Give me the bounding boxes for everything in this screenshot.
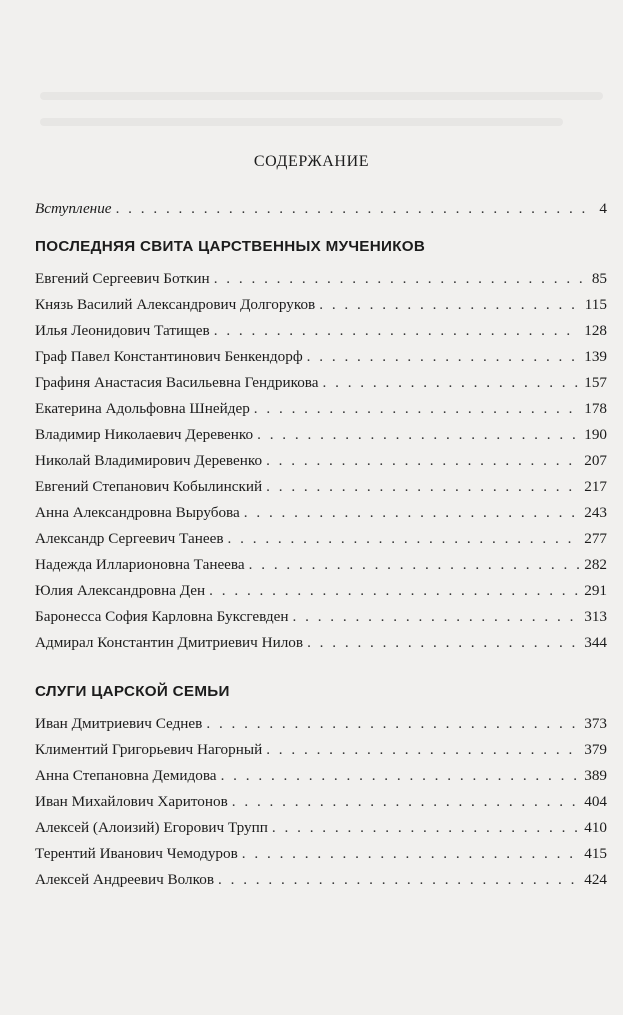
entry-page: 291 (584, 582, 607, 599)
entry-page: 178 (584, 400, 607, 417)
dot-leader (206, 715, 580, 733)
dot-leader (232, 793, 580, 811)
entry-title: Николай Владимирович Деревенко (35, 452, 263, 469)
entry-page: 404 (584, 793, 607, 810)
entry-page: 379 (584, 741, 607, 758)
toc-entry (35, 426, 607, 446)
toc-entry (35, 452, 607, 472)
entry-page: 277 (584, 530, 607, 547)
entry-page: 157 (584, 374, 607, 391)
dot-leader (228, 530, 581, 548)
toc-entry (35, 819, 607, 839)
toc-entry (35, 530, 607, 550)
toc-entry (35, 400, 607, 420)
dot-leader (244, 504, 580, 522)
dot-leader (266, 478, 580, 496)
toc-entry (35, 793, 607, 813)
entry-page: 373 (584, 715, 607, 732)
entry-title: Баронесса София Карловна Буксгевден (35, 608, 289, 625)
toc-entry (35, 556, 607, 576)
dot-leader (319, 296, 581, 314)
entry-page: 217 (584, 478, 607, 495)
entry-page: 410 (584, 819, 607, 836)
toc-entry (35, 270, 607, 290)
entry-title: Евгений Сергеевич Боткин (35, 270, 210, 287)
entry-title: Иван Дмитриевич Седнев (35, 715, 203, 732)
dot-leader (218, 871, 580, 889)
dot-leader (214, 270, 588, 288)
entry-title: Илья Леонидович Татищев (35, 322, 210, 339)
entry-title: Князь Василий Александрович Долгоруков (35, 296, 316, 313)
entry-page: 115 (584, 296, 607, 313)
dot-leader (272, 819, 580, 837)
toc-entry (35, 871, 607, 891)
toc-entry-intro (35, 200, 607, 220)
entry-title: Графиня Анастасия Васильевна Гендрикова (35, 374, 319, 391)
dot-leader (221, 767, 581, 785)
section-title-servants: СЛУГИ ЦАРСКОЙ СЕМЬИ (35, 683, 230, 700)
toc-entry (35, 715, 607, 735)
dot-leader (266, 741, 580, 759)
dot-leader (254, 400, 580, 418)
dot-leader (323, 374, 581, 392)
entry-page: 344 (584, 634, 607, 651)
entry-page: 243 (584, 504, 607, 521)
contents-heading: СОДЕРЖАНИЕ (253, 153, 370, 170)
bleed-through-line (40, 92, 603, 100)
entry-page: 313 (584, 608, 607, 625)
toc-entry (35, 348, 607, 368)
entry-page: 282 (584, 556, 607, 573)
toc-entry (35, 767, 607, 787)
toc-entry (35, 845, 607, 865)
entry-title: Алексей Андреевич Волков (35, 871, 214, 888)
entry-title: Граф Павел Константинович Бенкендорф (35, 348, 303, 365)
entry-title: Адмирал Константин Дмитриевич Нилов (35, 634, 304, 651)
entry-title: Екатерина Адольфовна Шнейдер (35, 400, 250, 417)
dot-leader (116, 200, 596, 218)
dot-leader (307, 634, 580, 652)
toc-entry (35, 296, 607, 316)
dot-leader (266, 452, 580, 470)
entry-page: 424 (584, 871, 607, 888)
dot-leader (249, 556, 581, 574)
dot-leader (257, 426, 580, 444)
entry-title: Надежда Илларионовна Танеева (35, 556, 245, 573)
entry-page: 415 (584, 845, 607, 862)
entry-title: Владимир Николаевич Деревенко (35, 426, 254, 443)
entry-title: Юлия Александровна Ден (35, 582, 206, 599)
entry-page: 128 (584, 322, 607, 339)
entry-page: 207 (584, 452, 607, 469)
dot-leader (209, 582, 580, 600)
entry-title: Терентий Иванович Чемодуров (35, 845, 238, 862)
toc-entry (35, 608, 607, 628)
toc-entry (35, 478, 607, 498)
dot-leader (242, 845, 580, 863)
dot-leader (293, 608, 581, 626)
entry-page: 190 (584, 426, 607, 443)
toc-entry (35, 504, 607, 524)
entry-page: 389 (584, 767, 607, 784)
entry-page: 4 (599, 200, 607, 217)
entry-title: Иван Михайлович Харитонов (35, 793, 228, 810)
toc-entry (35, 322, 607, 342)
entry-page: 139 (584, 348, 607, 365)
entry-page: 85 (591, 270, 607, 287)
section-title-retinue: ПОСЛЕДНЯЯ СВИТА ЦАРСТВЕННЫХ МУЧЕНИКОВ (35, 238, 426, 255)
entry-title: Анна Александровна Вырубова (35, 504, 240, 521)
bleed-through-line (40, 118, 563, 126)
entry-title: Александр Сергеевич Танеев (35, 530, 224, 547)
toc-entry (35, 582, 607, 602)
entry-title: Климентий Григорьевич Нагорный (35, 741, 263, 758)
entry-title: Анна Степановна Демидова (35, 767, 217, 784)
toc-entry (35, 374, 607, 394)
toc-entry (35, 634, 607, 654)
entry-title: Алексей (Алоизий) Егорович Трупп (35, 819, 268, 836)
entry-title: Евгений Степанович Кобылинский (35, 478, 263, 495)
dot-leader (307, 348, 581, 366)
entry-title: Вступление (35, 200, 112, 217)
dot-leader (214, 322, 581, 340)
toc-entry (35, 741, 607, 761)
